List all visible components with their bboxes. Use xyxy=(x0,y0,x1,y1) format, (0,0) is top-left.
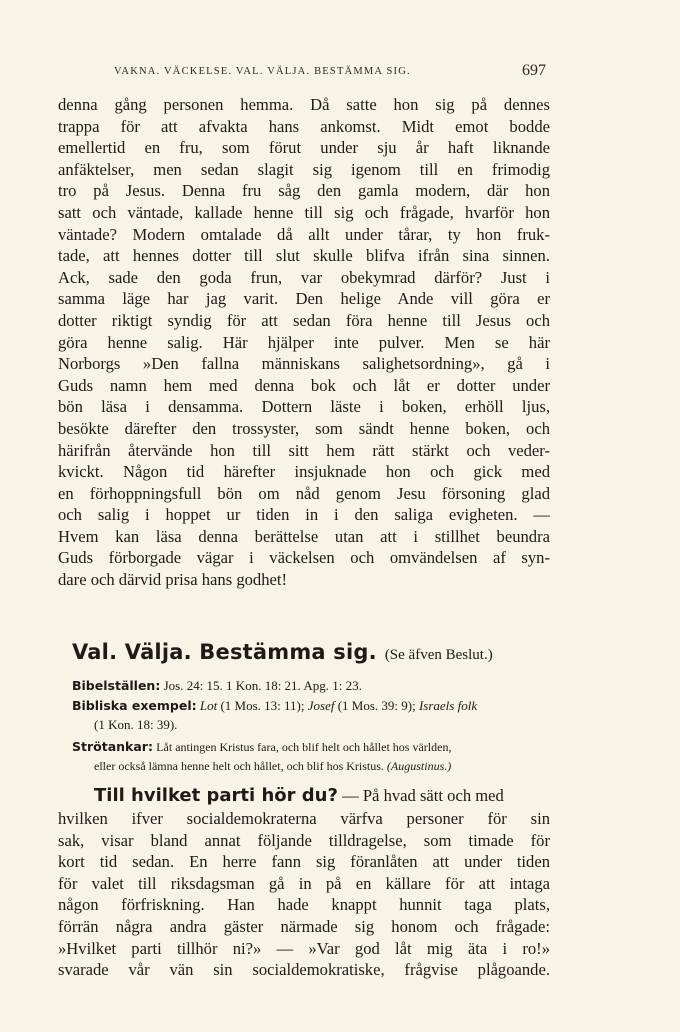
example-lot: Lot xyxy=(199,698,218,713)
text-line: »Hvilket parti tillhör ni?» — »Var god låt mig äta i ro!» xyxy=(58,938,550,958)
running-head: VAKNA. VÄCKELSE. VAL. VÄLJA. BESTÄMMA SIG. xyxy=(114,66,411,77)
text-line: bön läsa i densamma. Dottern läste i boken, erhöll ljus, xyxy=(58,397,550,417)
example-josef-ref: (1 Mos. 39: 9); xyxy=(334,698,419,713)
text-line: Norborgs »Den fallna människans salighetsordning», gå i xyxy=(58,354,550,374)
section-heading xyxy=(72,640,552,670)
strotankar-author: (Augustinus.) xyxy=(386,759,452,773)
text-line: Ack, sade den goda frun, var obekymrad därför? Just i xyxy=(58,267,550,287)
bibliska-label: Bibliska exempel: xyxy=(72,698,197,713)
text-line: samma läge har jag varit. Den helige Ande vill göra er xyxy=(58,289,550,309)
strotankar-text-1: Låt antingen Kristus fara, och blif helt och hållet hos världen, xyxy=(156,740,452,754)
example-josef: Josef xyxy=(307,698,335,713)
paragraph-story xyxy=(58,94,550,591)
text-line: Hvem kan läsa denna berättelse utan att i stillhet beundra xyxy=(58,526,550,546)
example-israels-folk-ref: (1 Kon. 18: 39). xyxy=(94,717,178,732)
bibelstallen-label: Bibelställen: xyxy=(72,678,161,693)
text-line: denna gång personen hemma. Då satte hon sig på dennes xyxy=(58,95,550,114)
strotankar-label: Strötankar: xyxy=(72,739,153,754)
text-line: emellertid en fru, som förut under sju år haft liknande xyxy=(58,138,550,158)
page-header xyxy=(58,60,548,86)
example-lot-ref: (1 Mos. 13: 11); xyxy=(217,698,308,713)
text-line: förrän några andra gäster närmade sig honom och frågade: xyxy=(58,916,550,936)
text-line: sak, visar bland annat följande tilldragelse, som timade för xyxy=(58,830,550,850)
strotankar-text-2: eller också lämna henne helt och hållet, och blif hos Kristus. xyxy=(94,759,384,773)
text-line: en förhoppningsfull bön om nåd genom Jesu försoning glad xyxy=(58,483,550,503)
text-line: dotter riktigt syndig för att sedan föra henne till Jesus och xyxy=(58,310,550,330)
biblical-examples xyxy=(72,696,552,734)
section-title: Val. Välja. Bestämma sig. xyxy=(72,640,377,664)
section-cross-reference: (Se äfven Beslut.) xyxy=(384,647,493,663)
text-line: kort tid sedan. En herre fann sig föranlåten att under tiden xyxy=(58,852,550,872)
example-israels-folk: Israels folk xyxy=(418,698,478,713)
bibelstallen-text: Jos. 24: 15. 1 Kon. 18: 21. Apg. 1: 23. xyxy=(163,678,362,693)
text-line: — På hvad sätt och med xyxy=(337,786,504,805)
text-line: anfäktelser, men sedan slagit sig igenom till en frimodig xyxy=(58,159,550,179)
text-line: besökte därefter den trossyster, som sändt henne boken, och xyxy=(58,418,550,438)
paragraph-party xyxy=(58,784,550,981)
page-number: 697 xyxy=(522,62,546,79)
text-line: hvilken ifver socialdemokraterna värfva personer för sin xyxy=(58,809,550,828)
text-line: väntade? Modern omtalade då allt under tårar, ty hon fruk- xyxy=(58,224,550,244)
text-line: kvickt. Någon tid härefter insjuknade hon och gick med xyxy=(58,462,550,482)
text-line: dare och därvid prisa hans godhet! xyxy=(58,570,288,590)
text-line: tade, att hennes dotter till slut skulle blifva ifrån sina sinnen. xyxy=(58,246,550,266)
text-line: för valet till riksdagsman gå in på en källare för att intaga xyxy=(58,873,550,893)
text-line: satt och väntade, kallade henne till sig och frågade, hvarför hon xyxy=(58,202,550,222)
text-line: tro på Jesus. Denna fru såg den gamla modern, där hon xyxy=(58,181,550,201)
text-line: Guds förborgade vägar i väckelsen och omvändelsen af syn- xyxy=(58,548,550,568)
bible-references xyxy=(72,676,552,695)
text-line: göra henne salig. Här hjälper inte pulver. Men se här xyxy=(58,332,550,352)
text-line: Guds namn hem med denna bok och låt er dotter under xyxy=(58,375,550,395)
text-line: svarade vår vän sin socialdemokratiske, frågvise plågoande. xyxy=(58,960,550,980)
reflections xyxy=(72,737,552,776)
text-line: och salig i hoppet ur tiden in i den saliga evigheten. — xyxy=(58,505,550,525)
text-line: trappa för att afvakta hans ankomst. Midt emot bodde xyxy=(58,116,550,136)
text-line: härifrån återvände hon till sitt hem rätt stärkt och veder- xyxy=(58,440,550,460)
text-line: någon förfriskning. Han hade knappt hunnit taga plats, xyxy=(58,895,550,915)
subheading: Till hvilket parti hör du? xyxy=(94,785,338,806)
